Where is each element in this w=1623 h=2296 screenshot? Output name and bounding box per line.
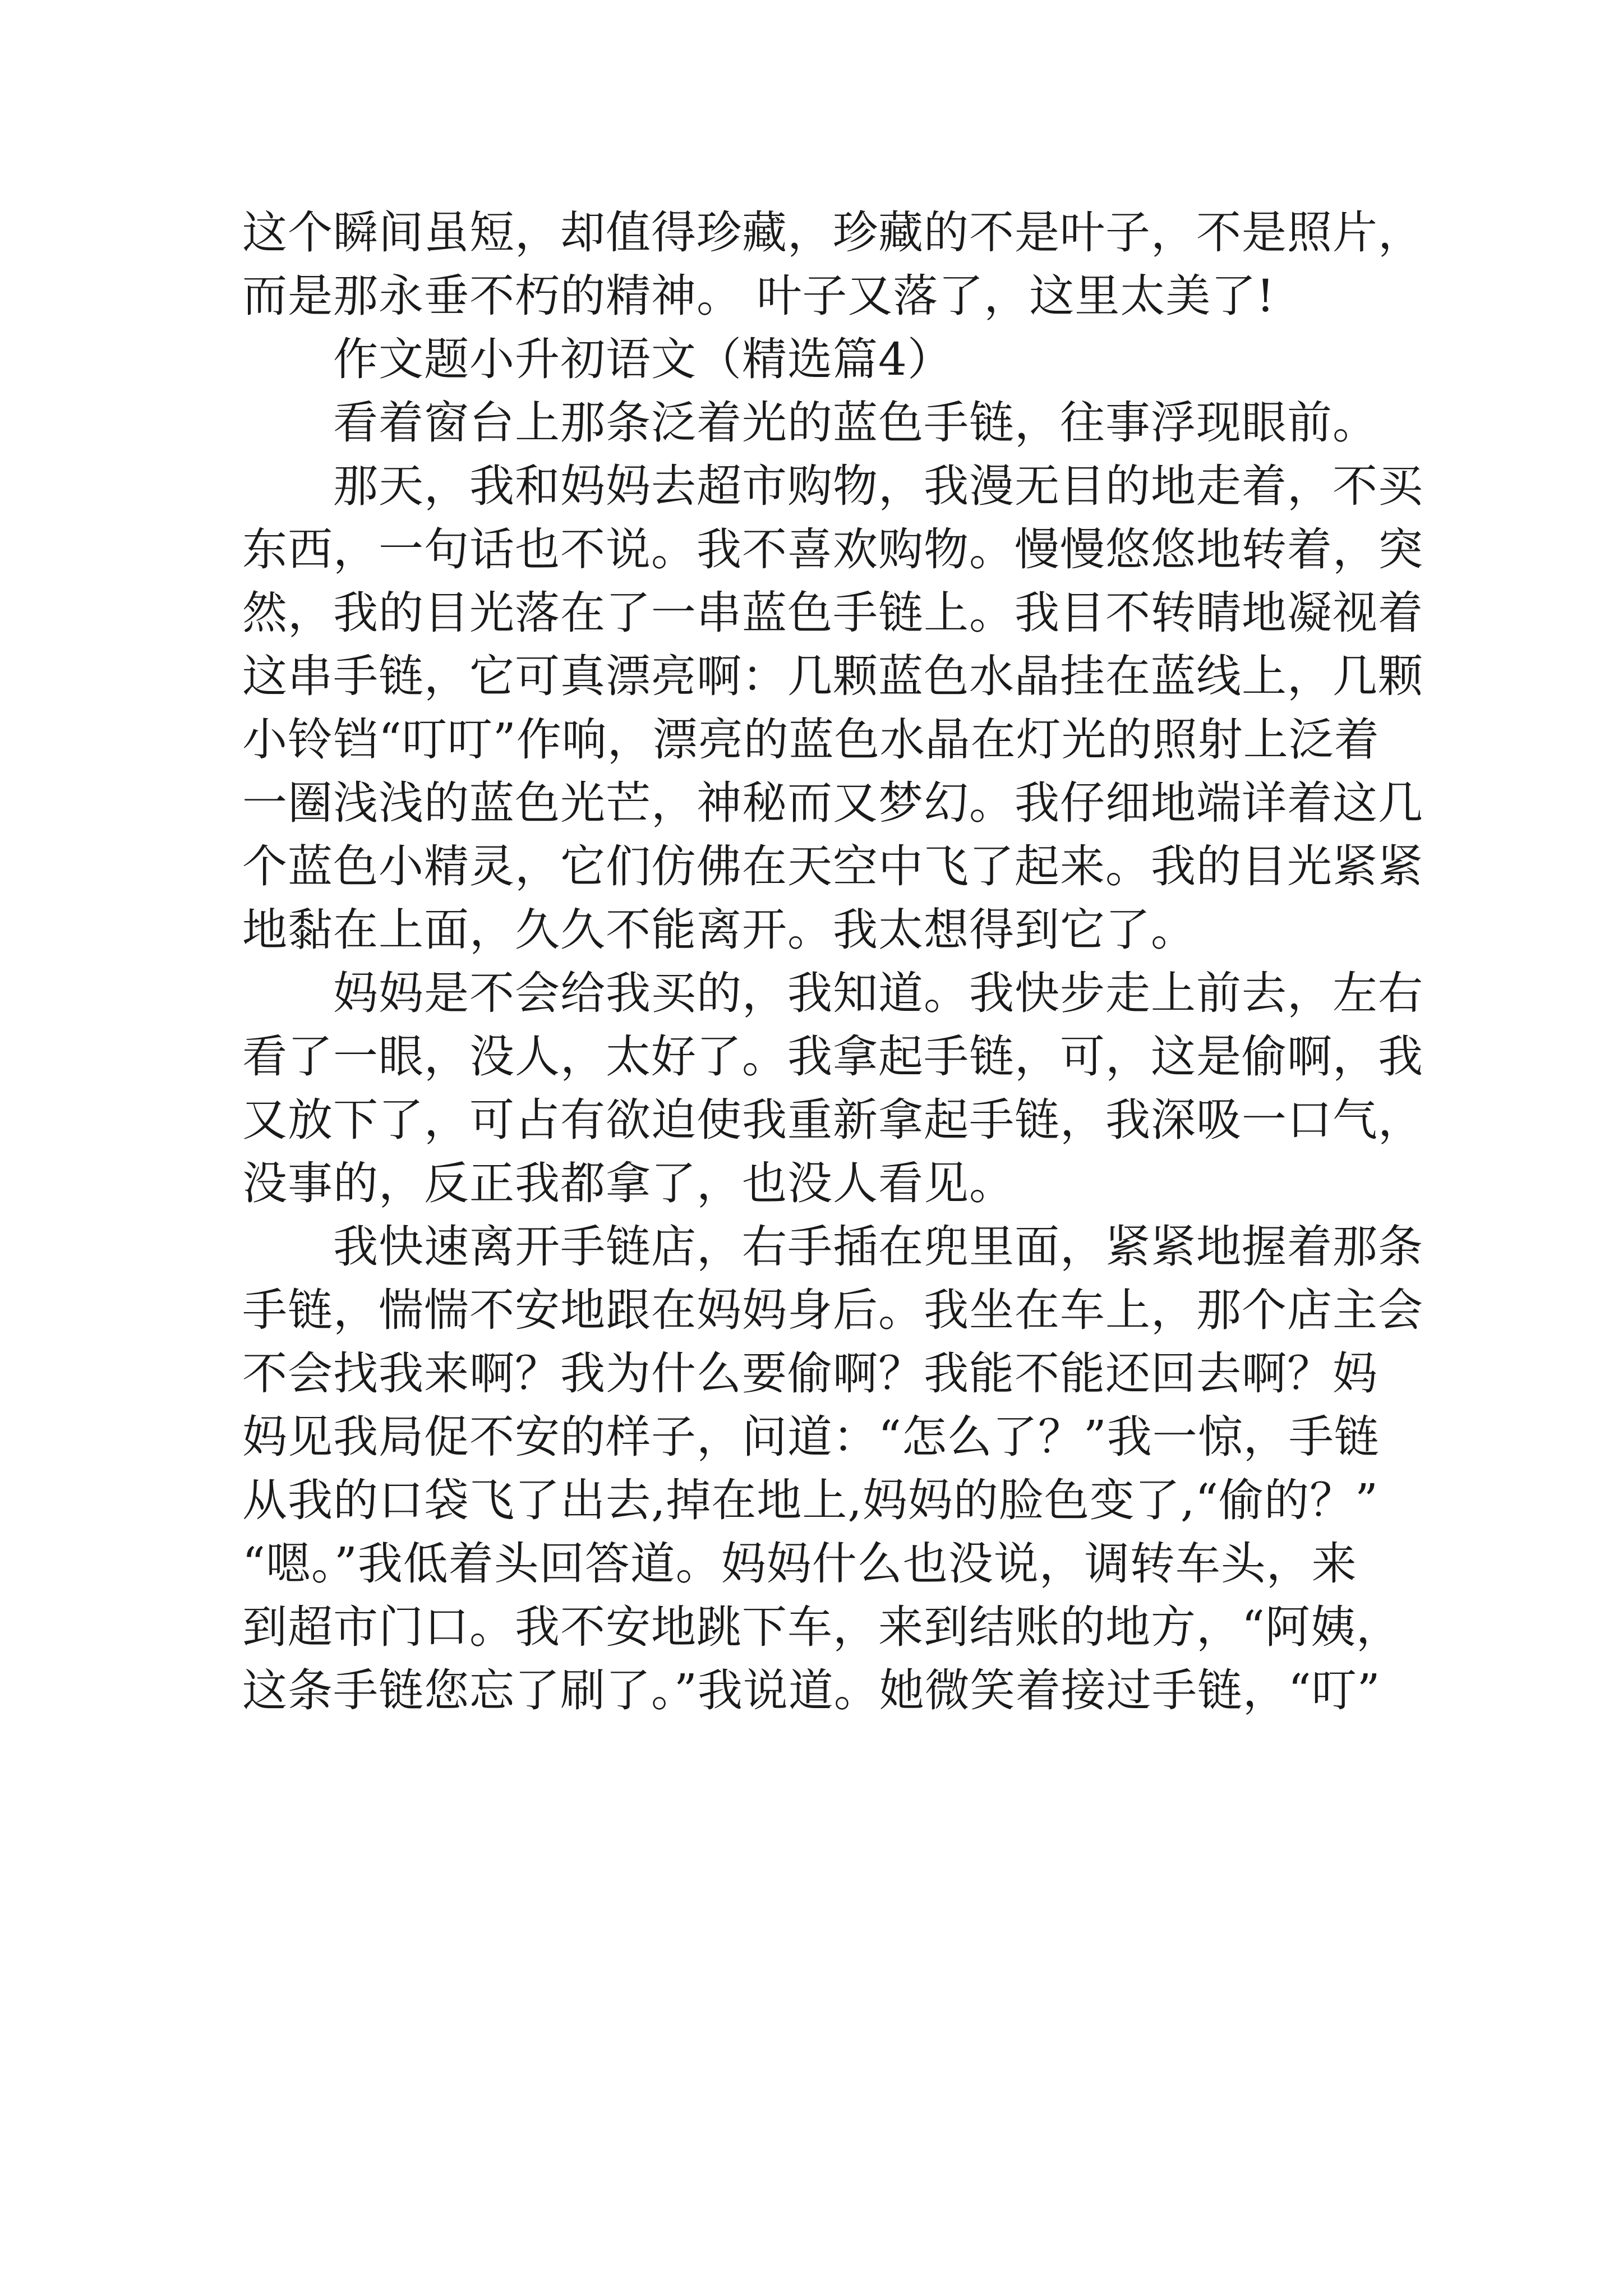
text-line: “嗯。”我低着头回答道。妈妈什么也没说，调转车头，来 <box>242 1538 1357 1590</box>
text-line: 从我的口袋飞了出去,掉在地上,妈妈的脸色变了,“偷的？” <box>242 1474 1379 1526</box>
text-line: 东西，一句话也不说。我不喜欢购物。慢慢悠悠地转着，突 <box>242 523 1423 576</box>
text-line: 没事的，反正我都拿了，也没人看见。 <box>242 1157 1015 1209</box>
text-line: 作文题小升初语文（精选篇4） <box>333 333 953 385</box>
text-line: 这串手链，它可真漂亮啊：几颗蓝色水晶挂在蓝线上，几颗 <box>242 650 1423 702</box>
text-line: 不会找我来啊？我为什么要偷啊？我能不能还回去啊？妈 <box>242 1347 1378 1400</box>
text-line: 到超市门口。我不安地跳下车，来到结账的地方，“阿姨， <box>242 1601 1401 1653</box>
text-line: 一圈浅浅的蓝色光芒，神秘而又梦幻。我仔细地端详着这几 <box>242 777 1423 829</box>
text-line: 手链，惴惴不安地跟在妈妈身后。我坐在车上，那个店主会 <box>242 1284 1423 1336</box>
text-line: 看了一眼，没人，太好了。我拿起手链，可，这是偷啊，我 <box>242 1030 1423 1083</box>
text-line: 那天，我和妈妈去超市购物，我漫无目的地走着，不买 <box>333 460 1423 512</box>
text-line: 地黏在上面，久久不能离开。我太想得到它了。 <box>242 904 1196 956</box>
text-line: 这个瞬间虽短，却值得珍藏，珍藏的不是叶子，不是照片， <box>242 206 1423 259</box>
text-line: 而是那永垂不朽的精神。 叶子又落了，这里太美了! <box>242 270 1275 322</box>
text-line: 妈见我局促不安的样子，问道：“怎么了？”我一惊，手链 <box>242 1411 1380 1463</box>
text-line: 小铃铛“叮叮”作响，漂亮的蓝色水晶在灯光的照射上泛着 <box>242 714 1380 766</box>
text-line: 又放下了，可占有欲迫使我重新拿起手链，我深吸一口气， <box>242 1094 1423 1146</box>
document-body <box>242 201 1426 1722</box>
text-line: 妈妈是不会给我买的，我知道。我快步走上前去，左右 <box>333 967 1423 1019</box>
text-line: 我快速离开手链店，右手插在兜里面，紧紧地握着那条 <box>333 1221 1423 1273</box>
text-line: 看着窗台上那条泛着光的蓝色手链，往事浮现眼前。 <box>333 397 1378 449</box>
text-line: 这条手链您忘了刷了。”我说道。她微笑着接过手链，“叮” <box>242 1664 1381 1717</box>
text-line: 然，我的目光落在了一串蓝色手链上。我目不转睛地凝视着 <box>242 587 1423 639</box>
text-line: 个蓝色小精灵，它们仿佛在天空中飞了起来。我的目光紧紧 <box>242 840 1423 892</box>
